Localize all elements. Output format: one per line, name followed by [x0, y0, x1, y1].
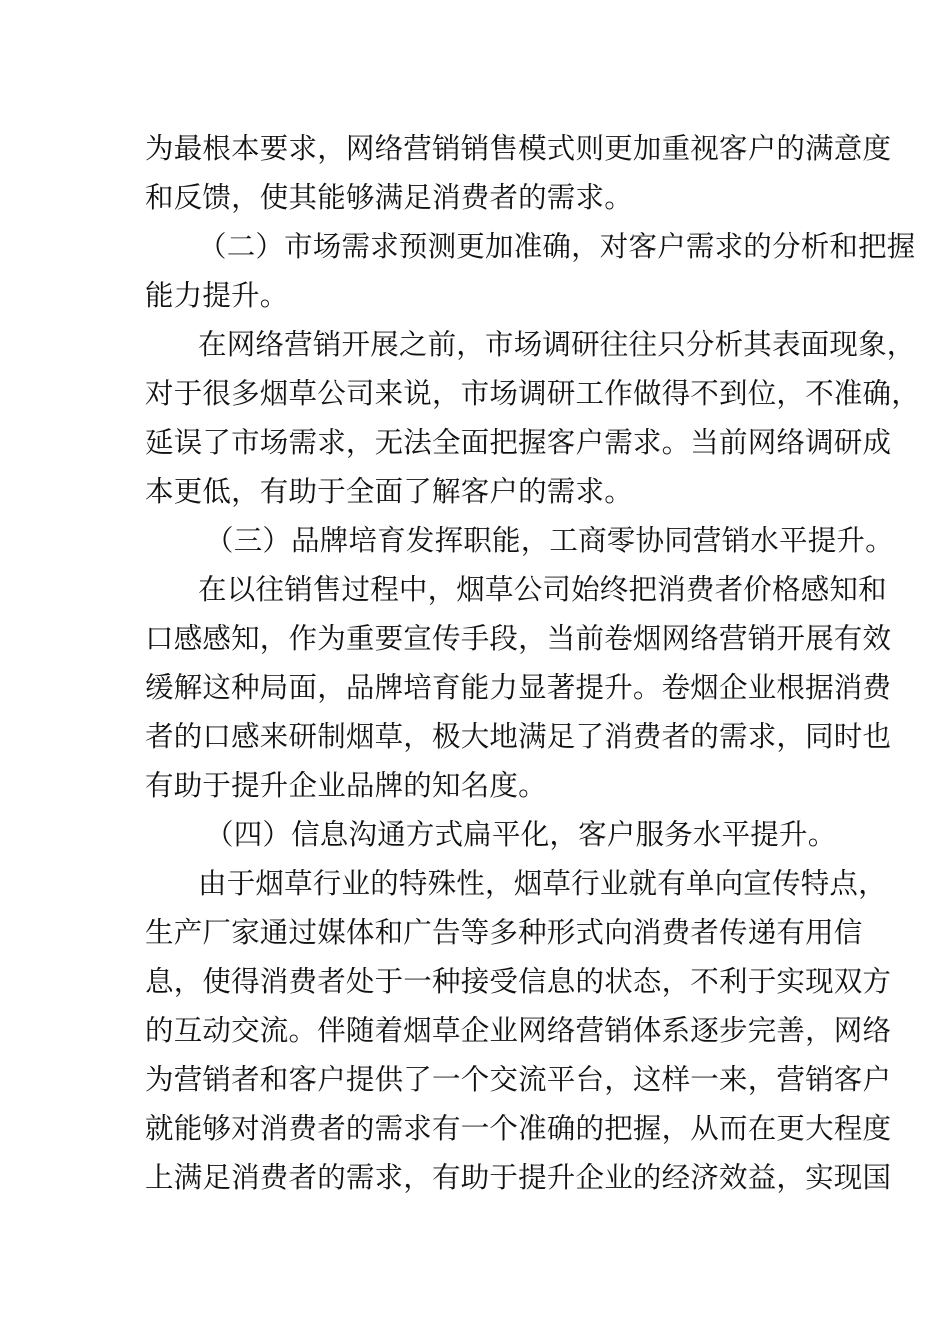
text-line: 和反馈，使其能够满足消费者的需求。 [145, 181, 633, 214]
document-page [145, 124, 920, 1202]
text-line: 息，使得消费者处于一种接受信息的状态，不利于实现双方 [145, 965, 892, 998]
text-line: 为最根本要求，网络营销销售模式则更加重视客户的满意度 [145, 132, 892, 165]
text-line: 的互动交流。伴随着烟草企业网络营销体系逐步完善，网络 [145, 1014, 892, 1047]
paragraph-start: 在以往销售过程中，烟草公司始终把消费者价格感知和 [198, 573, 887, 606]
text-line: 为营销者和客户提供了一个交流平台，这样一来，营销客户 [145, 1063, 892, 1096]
text-line: 上满足消费者的需求，有助于提升企业的经济效益，实现国 [145, 1161, 892, 1194]
section-heading-4: （四）信息沟通方式扁平化，客户服务水平提升。 [205, 818, 837, 851]
text-line: 有助于提升企业品牌的知名度。 [145, 769, 547, 802]
text-line: 能力提升。 [145, 279, 289, 312]
text-line: 者的口感来研制烟草，极大地满足了消费者的需求，同时也 [145, 720, 892, 753]
text-line: 本更低，有助于全面了解客户的需求。 [145, 475, 633, 508]
paragraph-start: 在网络营销开展之前，市场调研往往只分析其表面现象， [198, 328, 916, 361]
text-line: 延误了市场需求，无法全面把握客户需求。当前网络调研成 [145, 426, 892, 459]
text-line: 口感感知，作为重要宣传手段，当前卷烟网络营销开展有效 [145, 622, 892, 655]
text-line: 对于很多烟草公司来说，市场调研工作做得不到位，不准确， [145, 377, 920, 410]
text-line: 生产厂家通过媒体和广告等多种形式向消费者传递有用信 [145, 916, 863, 949]
text-line: 缓解这种局面，品牌培育能力显著提升。卷烟企业根据消费 [145, 671, 892, 704]
text-line: 就能够对消费者的需求有一个准确的把握，从而在更大程度 [145, 1112, 892, 1145]
section-heading-2: （二）市场需求预测更加准确，对客户需求的分析和把握 [198, 230, 916, 263]
section-heading-3: （三）品牌培育发挥职能，工商零协同营销水平提升。 [205, 524, 894, 557]
paragraph-start: 由于烟草行业的特殊性，烟草行业就有单向宣传特点， [198, 867, 887, 900]
